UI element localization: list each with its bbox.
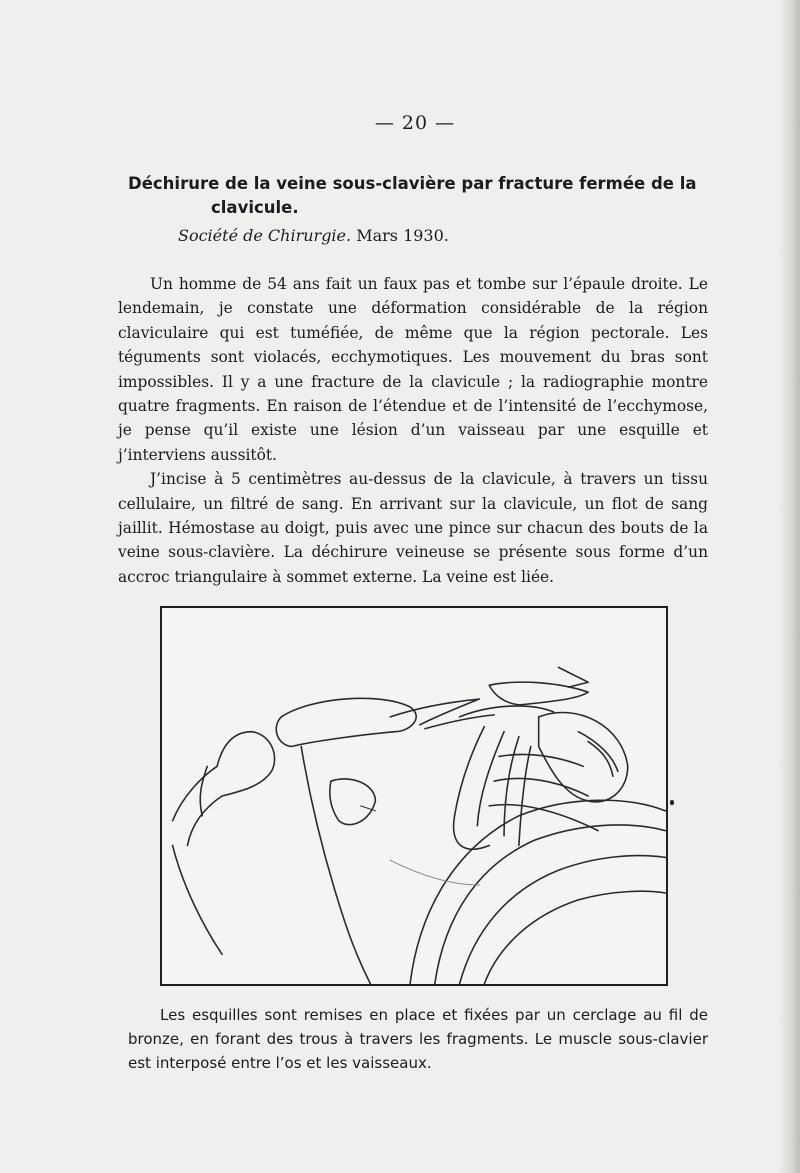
heading-line-1: Déchirure de la veine sous-clavière par fracture fermée de la bbox=[128, 174, 697, 193]
source-date: Mars 1930. bbox=[356, 226, 449, 245]
paragraph-2: J’incise à 5 centimètres au-dessus de la clavicule, à travers un tissu cellulaire, un filtré de sang. En arrivant sur la clavicule, un flot de sang jaillit. Hémostase au doigt, puis avec une pince sur chacun des bouts de la veine sous-clavière. La déchirure veineuse se présente sous forme d’un accroc triangulaire à sommet externe. La veine est liée. bbox=[118, 470, 708, 586]
figure-caption bbox=[128, 1003, 708, 1075]
margin-mark bbox=[670, 800, 674, 805]
anatomical-figure bbox=[160, 606, 668, 986]
page-edge-shadow bbox=[778, 0, 800, 1173]
source-citation bbox=[178, 226, 449, 245]
page-number: — 20 — bbox=[374, 112, 456, 134]
section-heading bbox=[128, 172, 708, 220]
caption-text: Les esquilles sont remises en place et fixées par un cerclage au fil de bronze, en forant des trous à travers les fragments. Le muscle sous-clavier est interposé entre l’os et les vaisseaux. bbox=[128, 1006, 708, 1072]
body-text bbox=[118, 272, 708, 589]
paragraph-1: Un homme de 54 ans fait un faux pas et tombe sur l’épaule droite. Le lendemain, je constate une déformation considérable de la région claviculaire qui est tuméfiée, de même que la région pectorale. Les téguments sont violacés, ecchymotiques. Les mouvement du bras sont impossibles. Il y a une fracture de la clavicule ; la radiographie montre quatre fragments. En raison de l’étendue et de l’intensité de l’ecchymose, je pense qu’il existe une lésion d’un vaisseau par une esquille et j’interviens aussitôt. bbox=[118, 275, 708, 464]
shoulder-sketch-icon bbox=[162, 608, 666, 984]
heading-line-2: clavicule. bbox=[211, 198, 299, 217]
source-society: Société de Chirurgie. bbox=[178, 226, 352, 245]
